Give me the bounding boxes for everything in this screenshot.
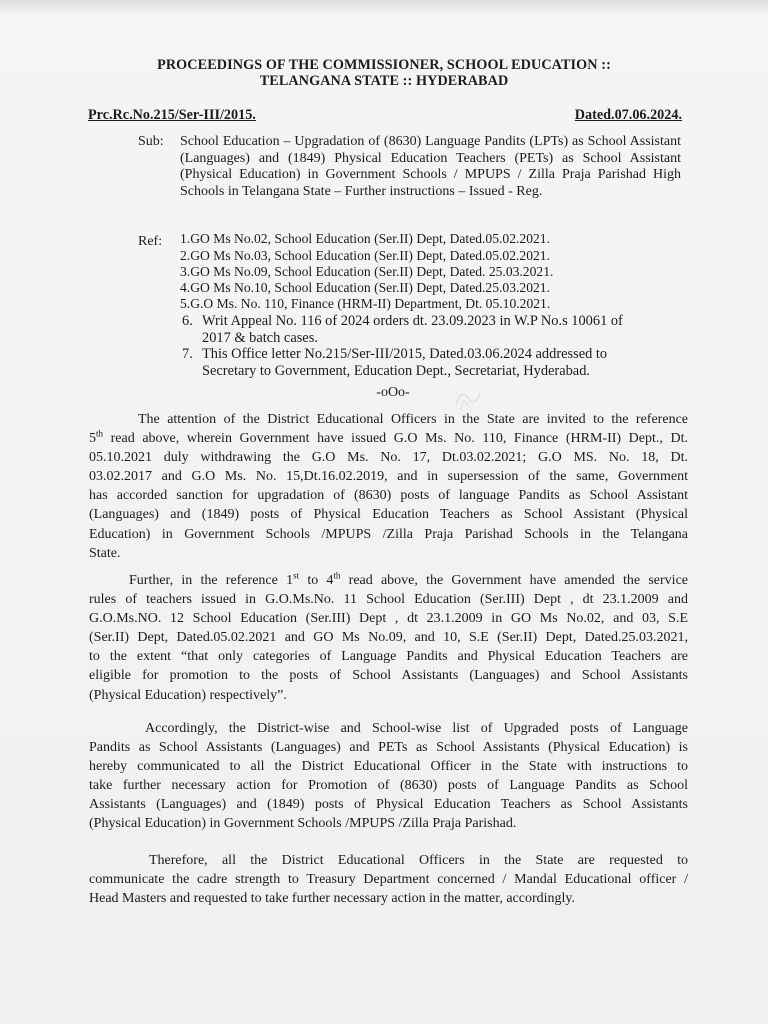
scan-edge (0, 0, 768, 14)
faint-stamp-mark (452, 384, 482, 412)
reference-item-6-number: 6. (182, 313, 193, 329)
paragraph-therefore-line: Therefore, all the District Educational Officers in the State are requested to (149, 853, 688, 868)
paragraph-service-rules-line: eligible for promotion to the posts of School Assistants (Languages) and School Assistants (89, 668, 688, 684)
reference-item-7-number: 7. (182, 346, 193, 362)
paragraph-attention-line: State. (89, 545, 121, 561)
paragraph-therefore-line: Head Masters and requested to take further necessary action in the matter, accordingly. (89, 891, 576, 907)
paragraph-attention-line: (Languages) and (1849) posts of Physical Education Teachers as School Assistant (Physical (89, 507, 688, 523)
paragraph-attention-line: has accorded sanction for upgradation of (8630) posts of language Pandits as School Assistant (89, 488, 688, 504)
reference-item-6-line1: Writ Appeal No. 116 of 2024 orders dt. 23.09.2023 in W.P No.s 10061 of (202, 313, 623, 329)
reference-item-2: 2.GO Ms No.03, School Education (Ser.II) Dept, Dated.05.02.2021. (180, 248, 550, 263)
paragraph-service-rules-line: to the extent “that only categories of Language Pandits and Physical Education Teachers are (89, 649, 688, 665)
ordinal-number: 5 (89, 431, 96, 447)
reference-item-6-line2: 2017 & batch cases. (202, 330, 318, 346)
paragraph-service-rules-text: to 4 (299, 573, 334, 588)
paragraph-attention-line: 03.02.2017 and G.O Ms. No. 15,Dt.16.02.2019, and in supersession of the same, Government (89, 469, 688, 485)
reference-item-7 (182, 346, 682, 380)
reference-item-7-line1: This Office letter No.215/Ser-III/2015, Dated.03.06.2024 addressed to (202, 346, 608, 362)
ordinal-suffix: st (293, 570, 300, 581)
references-label: Ref: (138, 234, 163, 249)
paragraph-attention-line: The attention of the District Educational Officers in the State are invited to the reference (138, 412, 688, 427)
reference-item-1: 1.GO Ms No.02, School Education (Ser.II) Dept, Dated.05.02.2021. (180, 231, 550, 246)
paragraph-service-rules-line: G.O.Ms.NO. 12 School Education (Ser.III) Dept , dt 23.1.2009 in GO Ms No.02, and 03, S.E (89, 611, 688, 627)
paragraph-accordingly-line: take further necessary action for Promotion of (8630) posts of Language Pandits as School (89, 778, 688, 794)
reference-item-6 (182, 313, 682, 347)
paragraph-service-rules-line (89, 571, 688, 590)
reference-number: Prc.Rc.No.215/Ser-III/2015. (88, 107, 256, 123)
paragraph-service-rules-line: (Physical Education) respectively”. (89, 687, 287, 703)
paragraph-attention-line (89, 429, 688, 448)
paragraph-accordingly-line: Assistants (Languages) and (1849) posts of Physical Education Teachers as School Assistants (89, 797, 688, 813)
paragraph-attention-line-text: read above, wherein Government have issued G.O Ms. No. 110, Finance (HRM-II) Dept., Dt. (110, 431, 688, 447)
section-separator: -oOo- (376, 385, 410, 400)
paragraph-service-rules-text: Further, in the reference 1 (129, 573, 294, 588)
paragraph-service-rules-line: (Ser.II) Dept, Dated.05.02.2021 and GO Ms No.09, and 10, S.E (Ser.II) Dept, Dated.25.03.2021, (89, 630, 688, 646)
paragraph-attention-line: 05.10.2021 duly withdrawing the G.O Ms. No. 17, Dt.03.02.2021; G.O MS. No. 18, Dt. (89, 450, 688, 466)
paragraph-therefore-line: communicate the cadre strength to Treasury Department concerned / Mandal Educational officer / (89, 872, 688, 888)
reference-date: Dated.07.06.2024. (574, 107, 682, 123)
ordinal-suffix: th (96, 428, 104, 439)
ordinal-suffix: th (333, 570, 341, 581)
paragraph-attention-line: Education) in Government Schools /MPUPS /Zilla Praja Parishad Schools in the Telangana (89, 526, 688, 542)
paragraph-accordingly-line: hereby communicated to all the District Educational Officer in the State with instructions to (89, 759, 688, 775)
proceedings-title-line1: PROCEEDINGS OF THE COMMISSIONER, SCHOOL EDUCATION :: (157, 57, 611, 73)
reference-item-3: 3.GO Ms No.09, School Education (Ser.II) Dept, Dated. 25.03.2021. (180, 264, 554, 279)
subject-text: School Education – Upgradation of (8630) Language Pandits (LPTs) as School Assistant (Languages) and (1849) Physical Education Teachers (PETs) as School Assistant (Physical Education) in Government Schools / MPUPS / Zilla Praja Parishad High Schools in Telangana State – Further instructions – Issued - Reg. (180, 134, 681, 199)
reference-item-4: 4.GO Ms No.10, School Education (Ser.II) Dept, Dated.25.03.2021. (180, 280, 550, 295)
paragraph-accordingly-line: Accordingly, the District-wise and School-wise list of Upgraded posts of Language (145, 721, 688, 736)
paragraph-service-rules-text: read above, the Government have amended the service (340, 573, 688, 588)
paragraph-therefore (89, 851, 688, 908)
paragraph-accordingly-line: Pandits as School Assistants (Languages) and PETs as School Assistants (Physical Education) is (89, 740, 688, 756)
paragraph-attention (89, 410, 688, 563)
paragraph-accordingly-line: (Physical Education) in Government Schools /MPUPS /Zilla Praja Parishad. (89, 816, 517, 832)
paragraph-service-rules-line: rules of teachers issued in G.O.Ms.No. 11 School Education (Ser.III) Dept , dt 23.1.2009 and (89, 592, 688, 608)
reference-item-5: 5.G.O Ms. No. 110, Finance (HRM-II) Department, Dt. 05.10.2021. (180, 296, 551, 311)
subject-label: Sub: (138, 134, 164, 149)
paragraph-accordingly (89, 719, 688, 834)
reference-item-7-line2: Secretary to Government, Education Dept., Secretariat, Hyderabad. (202, 363, 590, 379)
proceedings-title-line2: TELANGANA STATE :: HYDERABAD (259, 73, 509, 89)
paragraph-service-rules (89, 571, 688, 705)
